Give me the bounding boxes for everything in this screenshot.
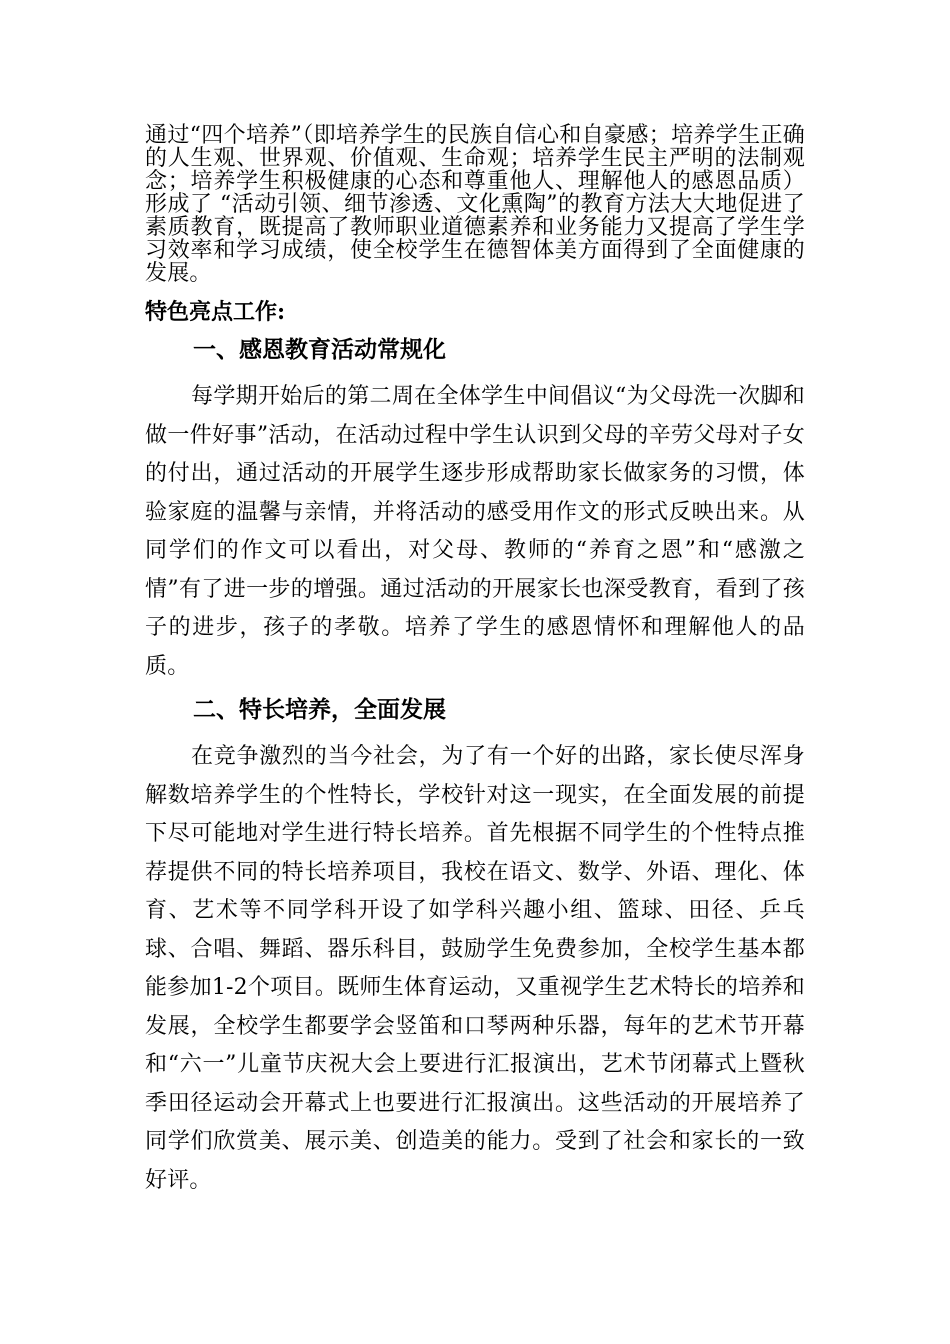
subsection-heading-gratitude: 一、感恩教育活动常规化 [193,336,446,363]
section-heading: 特色亮点工作: [145,299,286,325]
intro-paragraph: 通过“四个培养”（即培养学生的民族自信心和自豪感；培养学生正确的人生观、世界观、价值观、生命观；培养学生民主严明的法制观念；培养学生积极健康的心态和尊重他人、理解他人的感恩品质）形成了 “活动引领、细节渗透、文化熏陶”的教育方法大大地促进了素质教育，既提高了教师职业道德素养和业务能力又提高了学生学习效率和学习成绩，使全校学生在德智体美方面得到了全面健康的发展。 [145,123,805,286]
subsection-heading-talent: 二、特长培养，全面发展 [193,696,446,723]
subsection-paragraph-talent: 在竞争激烈的当今社会，为了有一个好的出路，家长使尽浑身解数培养学生的个性特长，学校针对这一现实，在全面发展的前提下尽可能地对学生进行特长培养。首先根据不同学生的个性特点推荐提供不同的特长培养项目，我校在语文、数学、外语、理化、体育、艺术等不同学科开设了如学科兴趣小组、篮球、田径、乒乓球、合唱、舞蹈、器乐科目，鼓励学生免费参加，全校学生基本都能参加1-2个项目。既师生体育运动，又重视学生艺术特长的培养和发展，全校学生都要学会竖笛和口琴两种乐器，每年的艺术节开幕和“六一”儿童节庆祝大会上要进行汇报演出，艺术节闭幕式上暨秋季田径运动会开幕式上也要进行汇报演出。这些活动的开展培养了同学们欣赏美、展示美、创造美的能力。受到了社会和家长的一致好评。 [145,744,805,1193]
subsection-paragraph-gratitude: 每学期开始后的第二周在全体学生中间倡议“为父母洗一次脚和做一件好事”活动，在活动过程中学生认识到父母的辛劳父母对子女的付出，通过活动的开展学生逐步形成帮助家长做家务的习惯，体验家庭的温馨与亲情，并将活动的感受用作文的形式反映出来。从同学们的作文可以看出，对父母、教师的“养育之恩”和“感激之情”有了进一步的增强。通过活动的开展家长也深受教育，看到了孩子的进步，孩子的孝敬。培养了学生的感恩情怀和理解他人的品质。 [145,384,805,679]
